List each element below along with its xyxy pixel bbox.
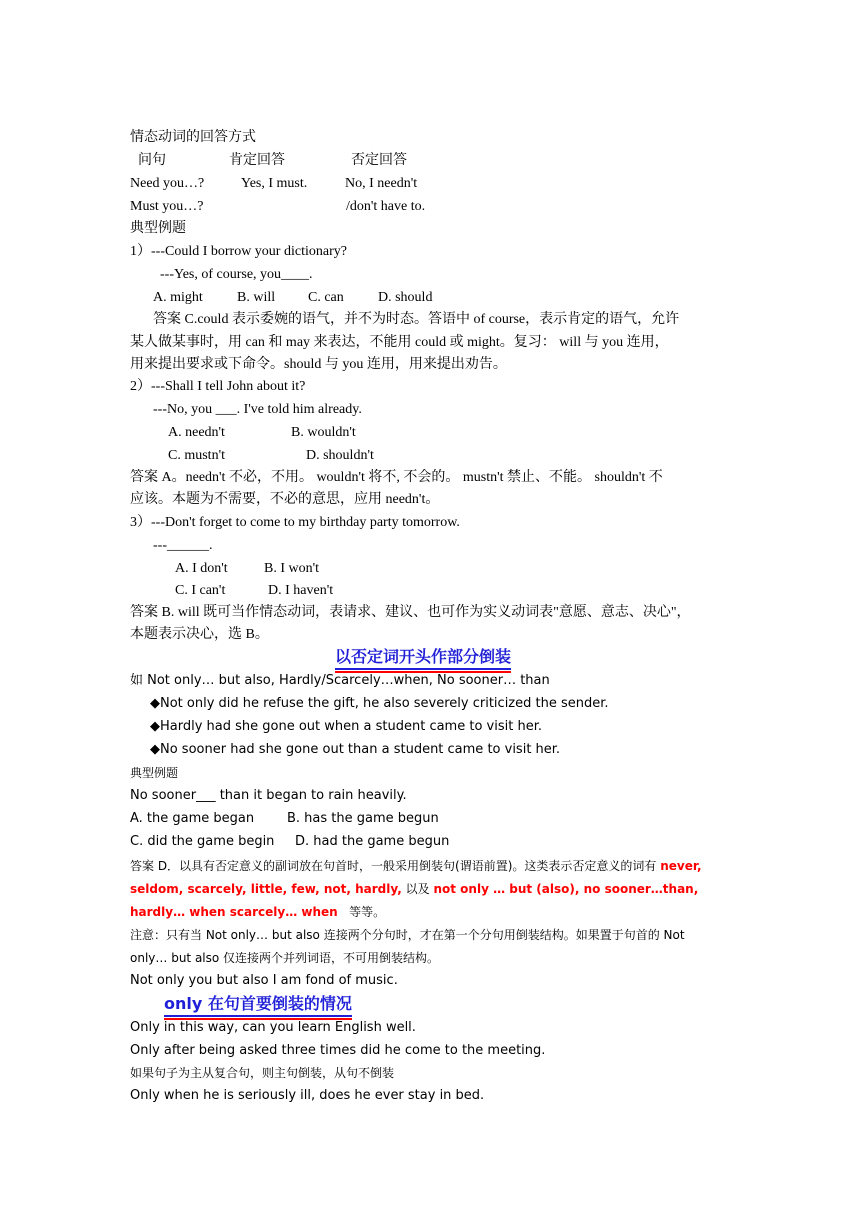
section-heading: 以否定词开头作部分倒装 [335, 646, 511, 668]
emphasis-text: seldom, scarcely, little, few, not, hardly, [130, 882, 402, 896]
table-cell: Yes, I must. [241, 176, 308, 191]
bullet-example: ◆No sooner had she gone out than a student came to visit her. [150, 742, 561, 757]
question-1: 1）---Could I borrow your dictionary? [130, 244, 347, 259]
option: D. should [378, 290, 433, 305]
answer-line: 答案 C.could 表示委婉的语气，并不为时态。答语中 of course，表示肯定的语气，允许 [153, 312, 680, 327]
option: C. mustn't [168, 448, 225, 463]
question-2: 2）---Shall I tell John about it? [130, 379, 306, 394]
examples-heading: 典型例题 [130, 221, 186, 236]
table-cell: No, I needn't [345, 176, 418, 191]
bullet-example: ◆Hardly had she gone out when a student came to visit her. [150, 719, 542, 734]
option: A. the game began [130, 811, 255, 826]
question-2-reply: ---No, you ___. I've told him already. [153, 402, 362, 417]
option: B. I won't [264, 561, 320, 576]
table-cell: Must you…? [130, 199, 204, 214]
answer-text: 以及 [405, 882, 430, 896]
note-example: Not only you but also I am fond of music. [130, 973, 398, 988]
question-1-reply: ---Yes, of course, you____. [160, 267, 313, 282]
section-heading: only 在句首要倒装的情况 [164, 993, 352, 1015]
table-header-positive: 肯定回答 [229, 153, 285, 168]
option: A. needn't [168, 425, 225, 440]
question: No sooner___ than it began to rain heavily. [130, 788, 407, 803]
bullet-example: ◆Not only did he refuse the gift, he also severely criticized the sender. [150, 696, 609, 711]
table-cell: Need you…? [130, 176, 205, 191]
intro-line: 如 Not only… but also, Hardly/Scarcely…when, No sooner… than [130, 673, 550, 688]
table-header-negative: 否定回答 [351, 153, 407, 168]
answer-text: 等等。 [349, 905, 386, 919]
table-cell: /don't have to. [346, 199, 426, 214]
answer-line [130, 879, 698, 899]
example-line: Only when he is seriously ill, does he ever stay in bed. [130, 1088, 485, 1103]
option: D. shouldn't [306, 448, 374, 463]
answer-line: 应该。本题为不需要，不必的意思，应用 needn't。 [130, 492, 440, 507]
answer-line [130, 902, 385, 922]
emphasis-text: hardly… when scarcely… when [130, 905, 338, 919]
option: B. will [237, 290, 276, 305]
emphasis-text: not only … but (also), no sooner…than, [433, 882, 699, 896]
option: D. I haven't [268, 583, 334, 598]
note-line: only… but also 仅连接两个并列词语，不可用倒装结构。 [130, 951, 440, 965]
answer-line: 答案 B. will 既可当作情态动词，表请求、建议、也可作为实义动词表"意愿、意志、决心"， [130, 605, 691, 620]
question-3-reply: ---______. [153, 538, 213, 553]
emphasis-text: never, [660, 859, 702, 873]
option: C. did the game begin [130, 834, 275, 849]
option: B. has the game begun [287, 811, 439, 826]
option: A. I don't [175, 561, 228, 576]
question-3: 3）---Don't forget to come to my birthday party tomorrow. [130, 515, 460, 530]
answer-text: 答案 D．以具有否定意义的副词放在句首时，一般采用倒装句(谓语前置)。这类表示否定意义的词有 [130, 859, 657, 873]
option: C. I can't [175, 583, 226, 598]
option: B. wouldn't [291, 425, 356, 440]
section-title: 情态动词的回答方式 [130, 130, 256, 145]
example-line: Only after being asked three times did he come to the meeting. [130, 1043, 546, 1058]
answer-line [130, 856, 702, 876]
option: C. can [308, 290, 344, 305]
option: D. had the game begun [295, 834, 450, 849]
note-line: 注意：只有当 Not only… but also 连接两个分句时，才在第一个分句用倒装结构。如果置于句首的 Not [130, 928, 685, 942]
examples-heading: 典型例题 [130, 766, 179, 780]
example-line: Only in this way, can you learn English well. [130, 1020, 416, 1035]
table-header-question: 问句 [138, 153, 166, 168]
note-line: 如果句子为主从复合句，则主句倒装，从句不倒装 [130, 1066, 395, 1080]
answer-line: 答案 A。needn't 不必，不用。 wouldn't 将不, 不会的。 mustn't 禁止、不能。 shouldn't 不 [130, 470, 663, 485]
answer-line: 本题表示决心，选 B。 [130, 627, 269, 642]
option: A. might [153, 290, 203, 305]
answer-line: 用来提出要求或下命令。should 与 you 连用，用来提出劝告。 [130, 357, 507, 372]
answer-line: 某人做某事时，用 can 和 may 来表达，不能用 could 或 might。复习： will 与 you 连用， [130, 335, 669, 350]
